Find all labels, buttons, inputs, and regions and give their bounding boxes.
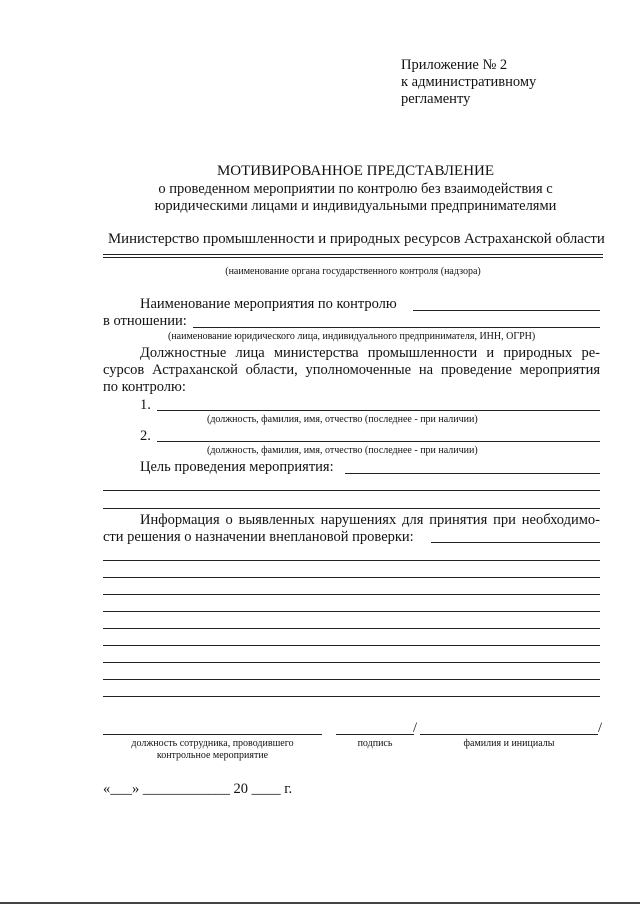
goal-field-line-3 [103,508,600,509]
info-field-line [103,611,600,612]
date-day-blank: ___ [110,781,132,797]
goal-field-line-2 [103,490,600,491]
appendix-line-2: к административному [401,74,537,90]
signature-slash-1: / [413,720,418,736]
signature-line [336,734,414,735]
info-field-line [103,628,600,629]
regarding-label: в отношении: [103,313,187,329]
appendix-line-1: Приложение № 2 [401,57,508,73]
official-1-caption: (должность, фамилия, имя, отчество (последнее - при наличии) [207,414,478,425]
goal-label: Цель проведения мероприятия: [140,459,334,475]
officials-text-1: Должностные лица министерства промышленности и природных ре- [140,345,600,361]
info-field-line [103,594,600,595]
regarding-caption: (наименование юридического лица, индивидуального предпринимателя, ИНН, ОГРН) [168,331,536,342]
goal-field [345,473,600,474]
date-month-blank: ____________ [142,781,230,797]
official-1-number: 1. [140,397,151,413]
regarding-field [193,327,600,328]
officials-text-3: по контролю: [103,379,186,395]
signature-caption: подпись [357,738,393,749]
info-text-2: сти решения о назначении внеплановой проверки: [103,529,414,545]
info-field [431,542,600,543]
info-field-line [103,560,600,561]
date-year-prefix: 20 [233,781,248,797]
info-field-line [103,696,600,697]
info-text-1: Информация о выявленных нарушениях для принятия при необходимо- [140,512,600,528]
date-year-blank: ____ [251,781,281,797]
appendix-line-3: регламенту [401,91,471,107]
page-bottom-edge [0,902,640,904]
signature-slash-2: / [598,720,603,736]
official-2-caption: (должность, фамилия, имя, отчество (последнее - при наличии) [207,445,478,456]
ministry-underline [103,254,603,255]
info-field-line [103,577,600,578]
official-2-field [157,441,600,442]
official-2-number: 2. [140,428,151,444]
info-field-line [103,645,600,646]
document-title: МОТИВИРОВАННОЕ ПРЕДСТАВЛЕНИЕ [216,163,495,179]
info-field-line [103,662,600,663]
position-caption-2: контрольное мероприятие [156,750,269,761]
info-field-line [103,679,600,680]
document-subtitle-2: юридическими лицами и индивидуальными предпринимателями [154,198,557,214]
ministry-name: Министерство промышленности и природных ресурсов Астраханской области [108,231,605,247]
name-caption: фамилия и инициалы [463,738,555,749]
ministry-caption: (наименование органа государственного контроля (надзора) [225,266,481,277]
event-name-label: Наименование мероприятия по контролю [140,296,397,312]
date-close-quote: » [132,781,140,797]
event-name-field [413,310,600,311]
position-signature-line [103,734,322,735]
date-year-suffix: г. [284,781,293,797]
name-signature-line [420,734,598,735]
position-caption-1: должность сотрудника, проводившего [131,738,294,749]
document-subtitle-1: о проведенном мероприятии по контролю без взаимодействия с [158,181,553,197]
official-1-field [157,410,600,411]
date-open-quote: « [103,781,111,797]
date-line [103,781,292,798]
officials-text-2: сурсов Астраханской области, уполномоченные на проведение мероприятия [103,362,600,378]
ministry-underline-2 [103,257,603,258]
